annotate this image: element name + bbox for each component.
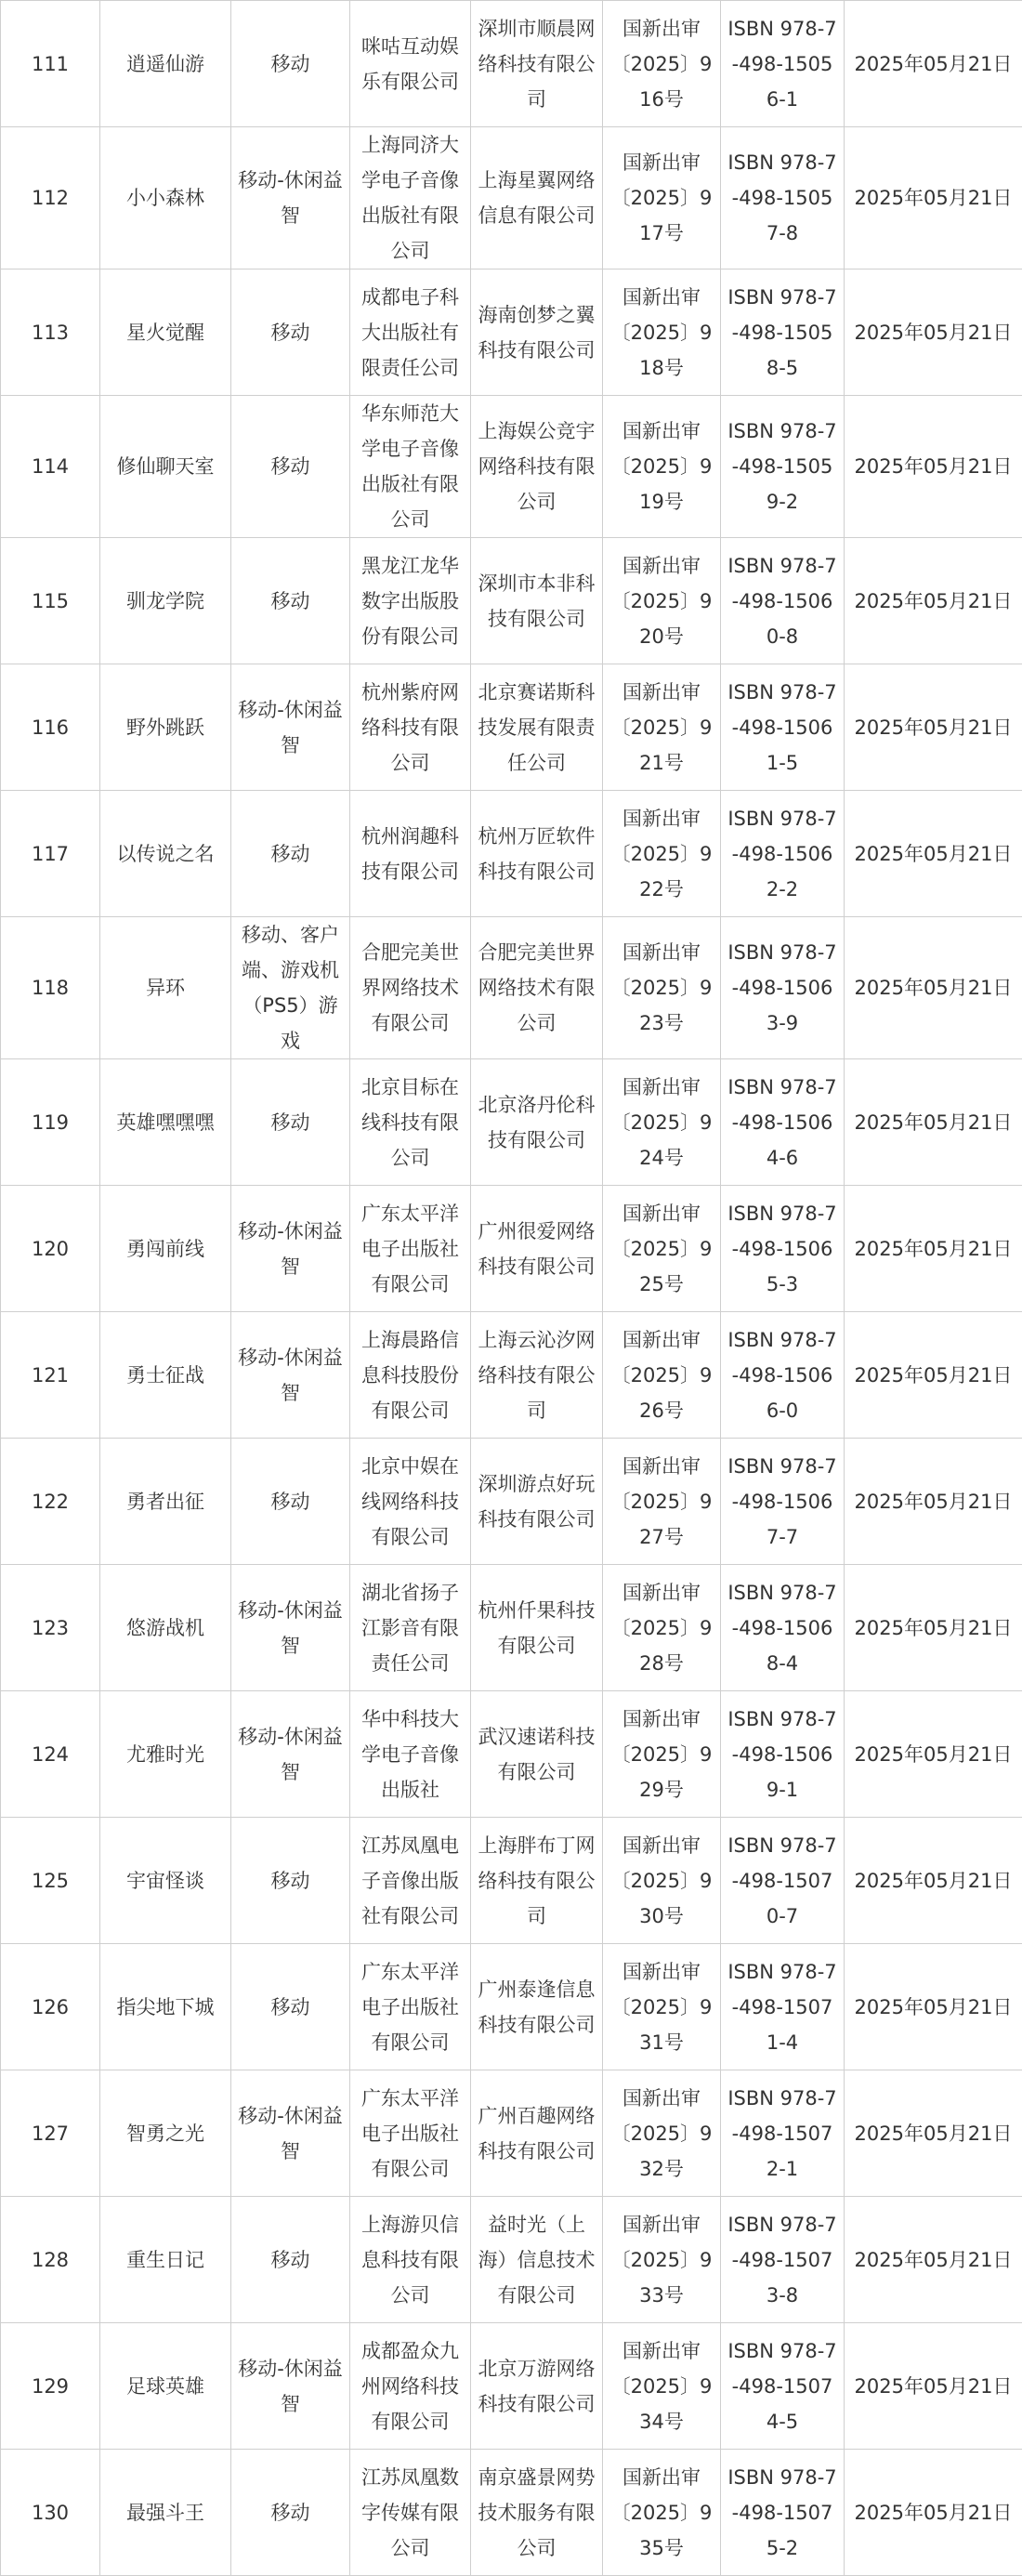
cell-operator: 深圳市顺晨网络科技有限公司 bbox=[471, 1, 603, 127]
cell-number: 119 bbox=[1, 1059, 100, 1186]
cell-approval-number: 国新出审〔2025〕923号 bbox=[603, 917, 721, 1059]
cell-operator: 北京赛诺斯科技发展有限责任公司 bbox=[471, 664, 603, 791]
cell-game-name: 英雄嘿嘿嘿 bbox=[100, 1059, 231, 1186]
cell-date: 2025年05月21日 bbox=[845, 2197, 1022, 2323]
table-row bbox=[1, 1944, 1022, 2070]
cell-approval-number: 国新出审〔2025〕916号 bbox=[603, 1, 721, 127]
cell-game-name: 以传说之名 bbox=[100, 791, 231, 917]
cell-approval-number: 国新出审〔2025〕925号 bbox=[603, 1186, 721, 1312]
cell-isbn: ISBN 978-7-498-15056-1 bbox=[721, 1, 845, 127]
cell-game-name: 修仙聊天室 bbox=[100, 396, 231, 538]
table-body bbox=[1, 1, 1022, 2576]
cell-operator: 广州泰逢信息科技有限公司 bbox=[471, 1944, 603, 2070]
cell-approval-number: 国新出审〔2025〕922号 bbox=[603, 791, 721, 917]
table-row bbox=[1, 1439, 1022, 1565]
cell-date: 2025年05月21日 bbox=[845, 127, 1022, 269]
cell-number: 121 bbox=[1, 1312, 100, 1439]
table-row bbox=[1, 2197, 1022, 2323]
table-row bbox=[1, 1691, 1022, 1818]
cell-date: 2025年05月21日 bbox=[845, 1944, 1022, 2070]
cell-operator: 上海娱公竞宇网络科技有限公司 bbox=[471, 396, 603, 538]
cell-operator: 北京万游网络科技有限公司 bbox=[471, 2323, 603, 2450]
cell-approval-number: 国新出审〔2025〕917号 bbox=[603, 127, 721, 269]
cell-publisher: 杭州润趣科技有限公司 bbox=[350, 791, 471, 917]
cell-number: 115 bbox=[1, 538, 100, 664]
cell-category: 移动-休闲益智 bbox=[231, 2070, 350, 2197]
cell-publisher: 华东师范大学电子音像出版社有限公司 bbox=[350, 396, 471, 538]
table-row bbox=[1, 664, 1022, 791]
cell-date: 2025年05月21日 bbox=[845, 1818, 1022, 1944]
cell-category: 移动 bbox=[231, 538, 350, 664]
table-row bbox=[1, 1, 1022, 127]
cell-isbn: ISBN 978-7-498-15063-9 bbox=[721, 917, 845, 1059]
cell-game-name: 指尖地下城 bbox=[100, 1944, 231, 2070]
cell-number: 122 bbox=[1, 1439, 100, 1565]
cell-game-name: 勇闯前线 bbox=[100, 1186, 231, 1312]
cell-date: 2025年05月21日 bbox=[845, 2070, 1022, 2197]
cell-number: 111 bbox=[1, 1, 100, 127]
table-row bbox=[1, 2070, 1022, 2197]
cell-operator: 杭州仟果科技有限公司 bbox=[471, 1565, 603, 1691]
cell-operator: 南京盛景网势技术服务有限公司 bbox=[471, 2450, 603, 2576]
cell-category: 移动 bbox=[231, 1944, 350, 2070]
cell-game-name: 逍遥仙游 bbox=[100, 1, 231, 127]
cell-game-name: 勇士征战 bbox=[100, 1312, 231, 1439]
cell-number: 124 bbox=[1, 1691, 100, 1818]
cell-category: 移动 bbox=[231, 1, 350, 127]
cell-date: 2025年05月21日 bbox=[845, 1312, 1022, 1439]
cell-operator: 益时光（上海）信息技术有限公司 bbox=[471, 2197, 603, 2323]
cell-approval-number: 国新出审〔2025〕918号 bbox=[603, 269, 721, 396]
cell-date: 2025年05月21日 bbox=[845, 1691, 1022, 1818]
cell-approval-number: 国新出审〔2025〕933号 bbox=[603, 2197, 721, 2323]
cell-publisher: 广东太平洋电子出版社有限公司 bbox=[350, 1186, 471, 1312]
cell-number: 114 bbox=[1, 396, 100, 538]
cell-isbn: ISBN 978-7-498-15070-7 bbox=[721, 1818, 845, 1944]
table-row bbox=[1, 2450, 1022, 2576]
cell-isbn: ISBN 978-7-498-15071-4 bbox=[721, 1944, 845, 2070]
cell-operator: 杭州万匠软件科技有限公司 bbox=[471, 791, 603, 917]
cell-operator: 武汉速诺科技有限公司 bbox=[471, 1691, 603, 1818]
cell-operator: 合肥完美世界网络技术有限公司 bbox=[471, 917, 603, 1059]
cell-publisher: 合肥完美世界网络技术有限公司 bbox=[350, 917, 471, 1059]
cell-game-name: 智勇之光 bbox=[100, 2070, 231, 2197]
cell-number: 117 bbox=[1, 791, 100, 917]
cell-isbn: ISBN 978-7-498-15069-1 bbox=[721, 1691, 845, 1818]
cell-operator: 上海胖布丁网络科技有限公司 bbox=[471, 1818, 603, 1944]
cell-publisher: 江苏凤凰电子音像出版社有限公司 bbox=[350, 1818, 471, 1944]
cell-approval-number: 国新出审〔2025〕924号 bbox=[603, 1059, 721, 1186]
cell-category: 移动 bbox=[231, 2450, 350, 2576]
cell-game-name: 野外跳跃 bbox=[100, 664, 231, 791]
cell-isbn: ISBN 978-7-498-15074-5 bbox=[721, 2323, 845, 2450]
table-row bbox=[1, 1186, 1022, 1312]
cell-isbn: ISBN 978-7-498-15066-0 bbox=[721, 1312, 845, 1439]
table-row bbox=[1, 1059, 1022, 1186]
cell-date: 2025年05月21日 bbox=[845, 1059, 1022, 1186]
cell-category: 移动-休闲益智 bbox=[231, 664, 350, 791]
cell-publisher: 湖北省扬子江影音有限责任公司 bbox=[350, 1565, 471, 1691]
cell-isbn: ISBN 978-7-498-15073-8 bbox=[721, 2197, 845, 2323]
cell-game-name: 尤雅时光 bbox=[100, 1691, 231, 1818]
cell-approval-number: 国新出审〔2025〕931号 bbox=[603, 1944, 721, 2070]
cell-publisher: 黑龙江龙华数字出版股份有限公司 bbox=[350, 538, 471, 664]
cell-number: 120 bbox=[1, 1186, 100, 1312]
cell-game-name: 驯龙学院 bbox=[100, 538, 231, 664]
cell-approval-number: 国新出审〔2025〕919号 bbox=[603, 396, 721, 538]
cell-number: 130 bbox=[1, 2450, 100, 2576]
cell-category: 移动 bbox=[231, 269, 350, 396]
cell-approval-number: 国新出审〔2025〕929号 bbox=[603, 1691, 721, 1818]
cell-number: 128 bbox=[1, 2197, 100, 2323]
cell-publisher: 上海晨路信息科技股份有限公司 bbox=[350, 1312, 471, 1439]
cell-date: 2025年05月21日 bbox=[845, 2323, 1022, 2450]
cell-number: 118 bbox=[1, 917, 100, 1059]
cell-publisher: 咪咕互动娱乐有限公司 bbox=[350, 1, 471, 127]
table-row bbox=[1, 1818, 1022, 1944]
cell-approval-number: 国新出审〔2025〕928号 bbox=[603, 1565, 721, 1691]
cell-isbn: ISBN 978-7-498-15072-1 bbox=[721, 2070, 845, 2197]
cell-approval-number: 国新出审〔2025〕934号 bbox=[603, 2323, 721, 2450]
cell-category: 移动-休闲益智 bbox=[231, 1312, 350, 1439]
cell-date: 2025年05月21日 bbox=[845, 2450, 1022, 2576]
cell-number: 123 bbox=[1, 1565, 100, 1691]
cell-publisher: 上海游贝信息科技有限公司 bbox=[350, 2197, 471, 2323]
cell-number: 125 bbox=[1, 1818, 100, 1944]
cell-category: 移动-休闲益智 bbox=[231, 2323, 350, 2450]
cell-category: 移动 bbox=[231, 1059, 350, 1186]
cell-category: 移动 bbox=[231, 1818, 350, 1944]
cell-approval-number: 国新出审〔2025〕926号 bbox=[603, 1312, 721, 1439]
cell-publisher: 华中科技大学电子音像出版社 bbox=[350, 1691, 471, 1818]
cell-number: 116 bbox=[1, 664, 100, 791]
cell-date: 2025年05月21日 bbox=[845, 269, 1022, 396]
cell-publisher: 北京目标在线科技有限公司 bbox=[350, 1059, 471, 1186]
cell-operator: 深圳市本非科技有限公司 bbox=[471, 538, 603, 664]
cell-game-name: 异环 bbox=[100, 917, 231, 1059]
cell-publisher: 上海同济大学电子音像出版社有限公司 bbox=[350, 127, 471, 269]
cell-isbn: ISBN 978-7-498-15065-3 bbox=[721, 1186, 845, 1312]
cell-category: 移动、客户端、游戏机（PS5）游戏 bbox=[231, 917, 350, 1059]
cell-isbn: ISBN 978-7-498-15064-6 bbox=[721, 1059, 845, 1186]
cell-operator: 上海星翼网络信息有限公司 bbox=[471, 127, 603, 269]
cell-date: 2025年05月21日 bbox=[845, 538, 1022, 664]
cell-isbn: ISBN 978-7-498-15068-4 bbox=[721, 1565, 845, 1691]
cell-game-name: 勇者出征 bbox=[100, 1439, 231, 1565]
cell-publisher: 广东太平洋电子出版社有限公司 bbox=[350, 2070, 471, 2197]
table-row bbox=[1, 269, 1022, 396]
cell-game-name: 宇宙怪谈 bbox=[100, 1818, 231, 1944]
cell-date: 2025年05月21日 bbox=[845, 1439, 1022, 1565]
cell-game-name: 星火觉醒 bbox=[100, 269, 231, 396]
cell-number: 126 bbox=[1, 1944, 100, 2070]
cell-game-name: 重生日记 bbox=[100, 2197, 231, 2323]
cell-category: 移动 bbox=[231, 1439, 350, 1565]
cell-game-name: 足球英雄 bbox=[100, 2323, 231, 2450]
cell-publisher: 杭州紫府网络科技有限公司 bbox=[350, 664, 471, 791]
table-row bbox=[1, 538, 1022, 664]
cell-game-name: 最强斗王 bbox=[100, 2450, 231, 2576]
cell-category: 移动 bbox=[231, 2197, 350, 2323]
cell-approval-number: 国新出审〔2025〕932号 bbox=[603, 2070, 721, 2197]
cell-category: 移动-休闲益智 bbox=[231, 1565, 350, 1691]
cell-operator: 北京洛丹伦科技有限公司 bbox=[471, 1059, 603, 1186]
cell-date: 2025年05月21日 bbox=[845, 917, 1022, 1059]
cell-date: 2025年05月21日 bbox=[845, 664, 1022, 791]
cell-number: 113 bbox=[1, 269, 100, 396]
cell-isbn: ISBN 978-7-498-15060-8 bbox=[721, 538, 845, 664]
table-row bbox=[1, 917, 1022, 1059]
table-row bbox=[1, 1312, 1022, 1439]
cell-date: 2025年05月21日 bbox=[845, 1186, 1022, 1312]
cell-publisher: 成都盈众九州网络科技有限公司 bbox=[350, 2323, 471, 2450]
cell-isbn: ISBN 978-7-498-15058-5 bbox=[721, 269, 845, 396]
cell-category: 移动-休闲益智 bbox=[231, 1691, 350, 1818]
table-row bbox=[1, 791, 1022, 917]
table-row bbox=[1, 2323, 1022, 2450]
cell-date: 2025年05月21日 bbox=[845, 1565, 1022, 1691]
cell-isbn: ISBN 978-7-498-15059-2 bbox=[721, 396, 845, 538]
cell-isbn: ISBN 978-7-498-15067-7 bbox=[721, 1439, 845, 1565]
cell-date: 2025年05月21日 bbox=[845, 791, 1022, 917]
cell-date: 2025年05月21日 bbox=[845, 1, 1022, 127]
cell-number: 127 bbox=[1, 2070, 100, 2197]
cell-operator: 上海云沁汐网络科技有限公司 bbox=[471, 1312, 603, 1439]
cell-game-name: 小小森林 bbox=[100, 127, 231, 269]
cell-game-name: 悠游战机 bbox=[100, 1565, 231, 1691]
cell-category: 移动 bbox=[231, 791, 350, 917]
cell-isbn: ISBN 978-7-498-15061-5 bbox=[721, 664, 845, 791]
cell-approval-number: 国新出审〔2025〕930号 bbox=[603, 1818, 721, 1944]
cell-category: 移动 bbox=[231, 396, 350, 538]
cell-category: 移动-休闲益智 bbox=[231, 1186, 350, 1312]
table-row bbox=[1, 1565, 1022, 1691]
cell-approval-number: 国新出审〔2025〕920号 bbox=[603, 538, 721, 664]
cell-publisher: 北京中娱在线网络科技有限公司 bbox=[350, 1439, 471, 1565]
cell-operator: 深圳游点好玩科技有限公司 bbox=[471, 1439, 603, 1565]
cell-approval-number: 国新出审〔2025〕935号 bbox=[603, 2450, 721, 2576]
cell-operator: 广州很爱网络科技有限公司 bbox=[471, 1186, 603, 1312]
table-row bbox=[1, 127, 1022, 269]
cell-isbn: ISBN 978-7-498-15057-8 bbox=[721, 127, 845, 269]
cell-number: 112 bbox=[1, 127, 100, 269]
table-row bbox=[1, 396, 1022, 538]
cell-operator: 海南创梦之翼科技有限公司 bbox=[471, 269, 603, 396]
cell-number: 129 bbox=[1, 2323, 100, 2450]
cell-approval-number: 国新出审〔2025〕927号 bbox=[603, 1439, 721, 1565]
cell-isbn: ISBN 978-7-498-15075-2 bbox=[721, 2450, 845, 2576]
cell-date: 2025年05月21日 bbox=[845, 396, 1022, 538]
cell-operator: 广州百趣网络科技有限公司 bbox=[471, 2070, 603, 2197]
cell-publisher: 江苏凤凰数字传媒有限公司 bbox=[350, 2450, 471, 2576]
cell-publisher: 广东太平洋电子出版社有限公司 bbox=[350, 1944, 471, 2070]
cell-publisher: 成都电子科大出版社有限责任公司 bbox=[350, 269, 471, 396]
cell-approval-number: 国新出审〔2025〕921号 bbox=[603, 664, 721, 791]
cell-isbn: ISBN 978-7-498-15062-2 bbox=[721, 791, 845, 917]
cell-category: 移动-休闲益智 bbox=[231, 127, 350, 269]
